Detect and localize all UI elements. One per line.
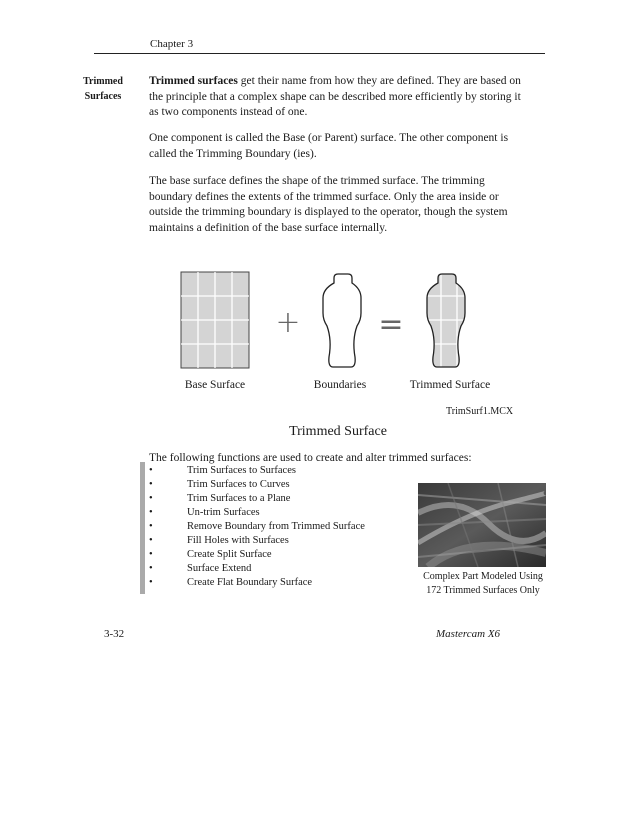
paragraph-components: One component is called the Base (or Parent) surface. The other component is called the Trimming Boundary (ies). <box>149 132 509 160</box>
bullet-icon: • <box>149 493 153 504</box>
list-item: • Trim Surfaces to Surfaces <box>149 465 296 476</box>
paragraph-intro-text: get their name from how they are defined. They are based on the principle that a complex shape can be described more efficiently by storing it as two components instead of one. <box>149 75 521 118</box>
paragraph-base-surface: The base surface defines the shape of the trimmed surface. The trimming boundary defines the extents of the trimmed surface. Only the area inside or outside the trimming boundary is displayed to the operator, though the system maintains a definition of the base surface internally. <box>149 175 508 234</box>
page-number: 3-32 <box>104 628 125 640</box>
list-item: • Trim Surfaces to a Plane <box>149 493 291 504</box>
boundary-outline <box>323 274 361 367</box>
bullet-icon: • <box>149 521 153 532</box>
list-item: • Create Split Surface <box>149 549 272 560</box>
base-surface-grid <box>181 272 249 368</box>
figure-title: Trimmed Surface <box>289 424 387 439</box>
bullet-icon: • <box>149 535 153 546</box>
product-name: Mastercam X6 <box>436 628 501 640</box>
label-base-surface: Base Surface <box>184 379 246 391</box>
bullet-icon: • <box>149 577 153 588</box>
list-item: • Surface Extend <box>149 563 252 574</box>
functions-list <box>149 464 365 590</box>
bullet-icon: • <box>149 465 153 476</box>
term-trimmed-surfaces: Trimmed surfaces <box>149 75 238 87</box>
label-trimmed-surface: Trimmed Surface <box>409 379 491 391</box>
photo-caption: Complex Part Modeled Using 172 Trimmed Surfaces Only <box>423 571 543 596</box>
list-item: • Fill Holes with Surfaces <box>149 535 289 546</box>
list-item: • Create Flat Boundary Surface <box>149 577 313 588</box>
sidebar-heading-line1: Trimmed <box>83 76 123 87</box>
chapter-header: Chapter 3 <box>150 38 194 50</box>
functions-intro: The following functions are used to create and alter trimmed surfaces: <box>149 452 472 464</box>
bullet-icon: • <box>149 563 153 574</box>
equals-operator: = <box>378 307 404 342</box>
trimmed-surface-figure <box>0 0 638 400</box>
complex-part-photo <box>418 483 546 567</box>
sidebar-heading-line2: Surfaces <box>84 91 122 102</box>
list-item: • Un-trim Surfaces <box>149 507 260 518</box>
figure-file-name: TrimSurf1.MCX <box>446 406 514 417</box>
list-item: • Remove Boundary from Trimmed Surface <box>149 521 365 532</box>
list-item: • Trim Surfaces to Curves <box>149 479 290 490</box>
label-boundaries: Boundaries <box>313 379 367 391</box>
bullet-icon: • <box>149 507 153 518</box>
bullet-icon: • <box>149 549 153 560</box>
change-bar <box>140 462 145 594</box>
trimmed-surface-shape <box>425 270 470 370</box>
plus-operator: + <box>275 305 301 340</box>
bullet-icon: • <box>149 479 153 490</box>
